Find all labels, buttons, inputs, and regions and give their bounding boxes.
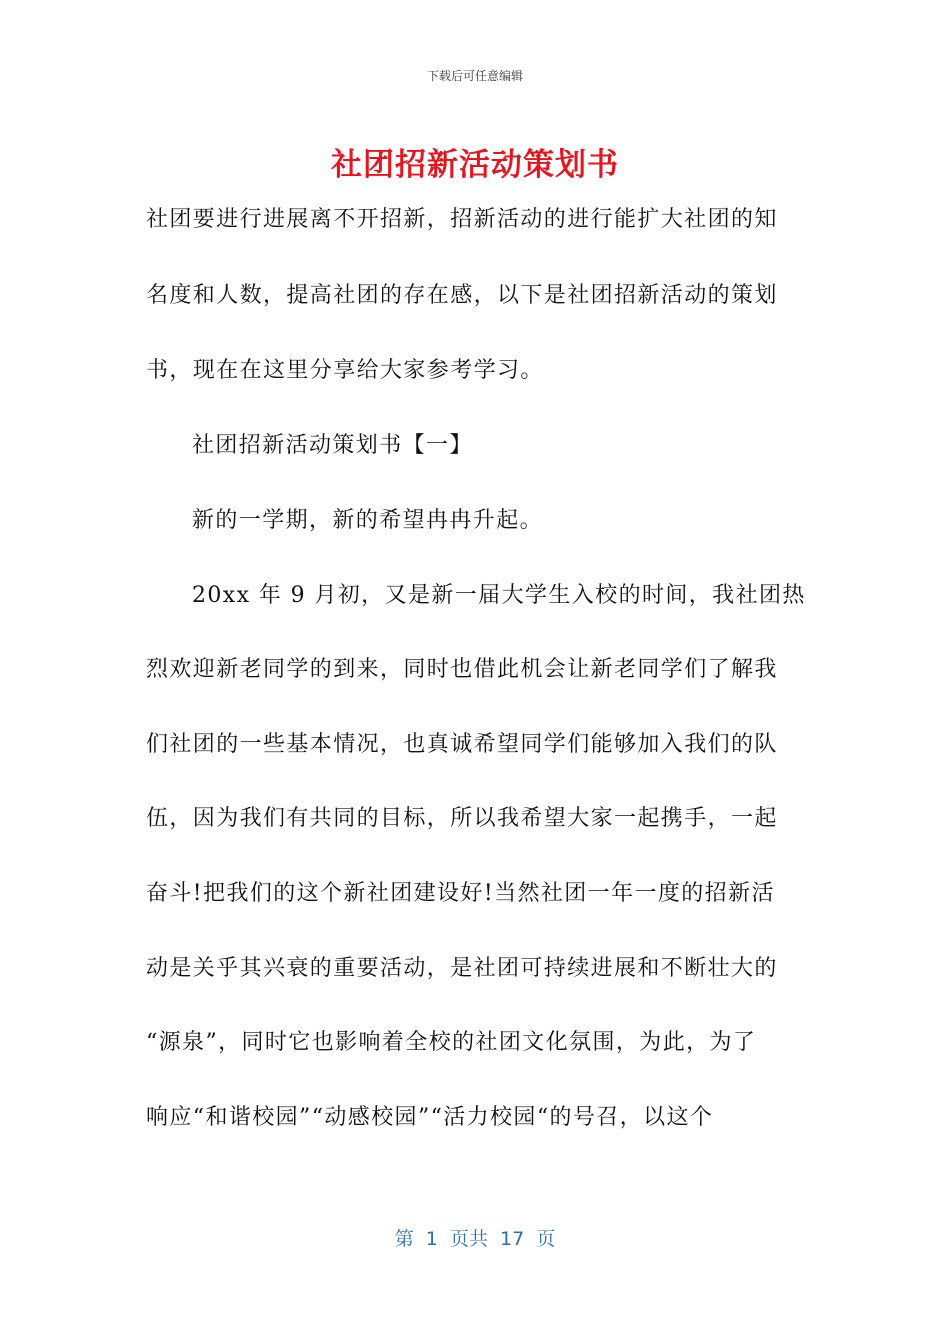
header-note: 下载后可任意编辑 — [426, 69, 523, 83]
paragraph-line: 书，现在在这里分享给大家参考学习。 — [146, 358, 544, 383]
page-footer: 第 1 页共 17 页 — [394, 1228, 556, 1250]
document-title: 社团招新活动策划书 — [331, 147, 619, 183]
paragraph-line: 名度和人数，提高社团的存在感，以下是社团招新活动的策划 — [146, 283, 778, 308]
paragraph-line: 伍，因为我们有共同的目标，所以我希望大家一起携手，一起 — [146, 806, 778, 831]
paragraph-line: 20xx 年 9 月初，又是新一届大学生入校的时间，我社团热 — [192, 583, 806, 608]
paragraph-line: 烈欢迎新老同学的到来，同时也借此机会让新老同学们了解我 — [146, 657, 778, 682]
paragraph-line: 们社团的一些基本情况，也真诚希望同学们能够加入我们的队 — [146, 732, 778, 757]
paragraph-line: 社团要进行进展离不开招新，招新活动的进行能扩大社团的知 — [146, 207, 778, 232]
paragraph-line: 奋斗!把我们的这个新社团建设好!当然社团一年一度的招新活 — [146, 881, 775, 906]
paragraph-line: 动是关乎其兴衰的重要活动，是社团可持续进展和不断壮大的 — [146, 956, 778, 981]
paragraph-line: 响应“和谐校园”“动感校园”“活力校园“的号召，以这个 — [146, 1105, 714, 1130]
paragraph-line: “源泉”，同时它也影响着全校的社团文化氛围，为此，为了 — [146, 1030, 757, 1055]
paragraph-line: 新的一学期，新的希望冉冉升起。 — [192, 508, 544, 533]
section-heading: 社团招新活动策划书【一】 — [192, 433, 473, 458]
